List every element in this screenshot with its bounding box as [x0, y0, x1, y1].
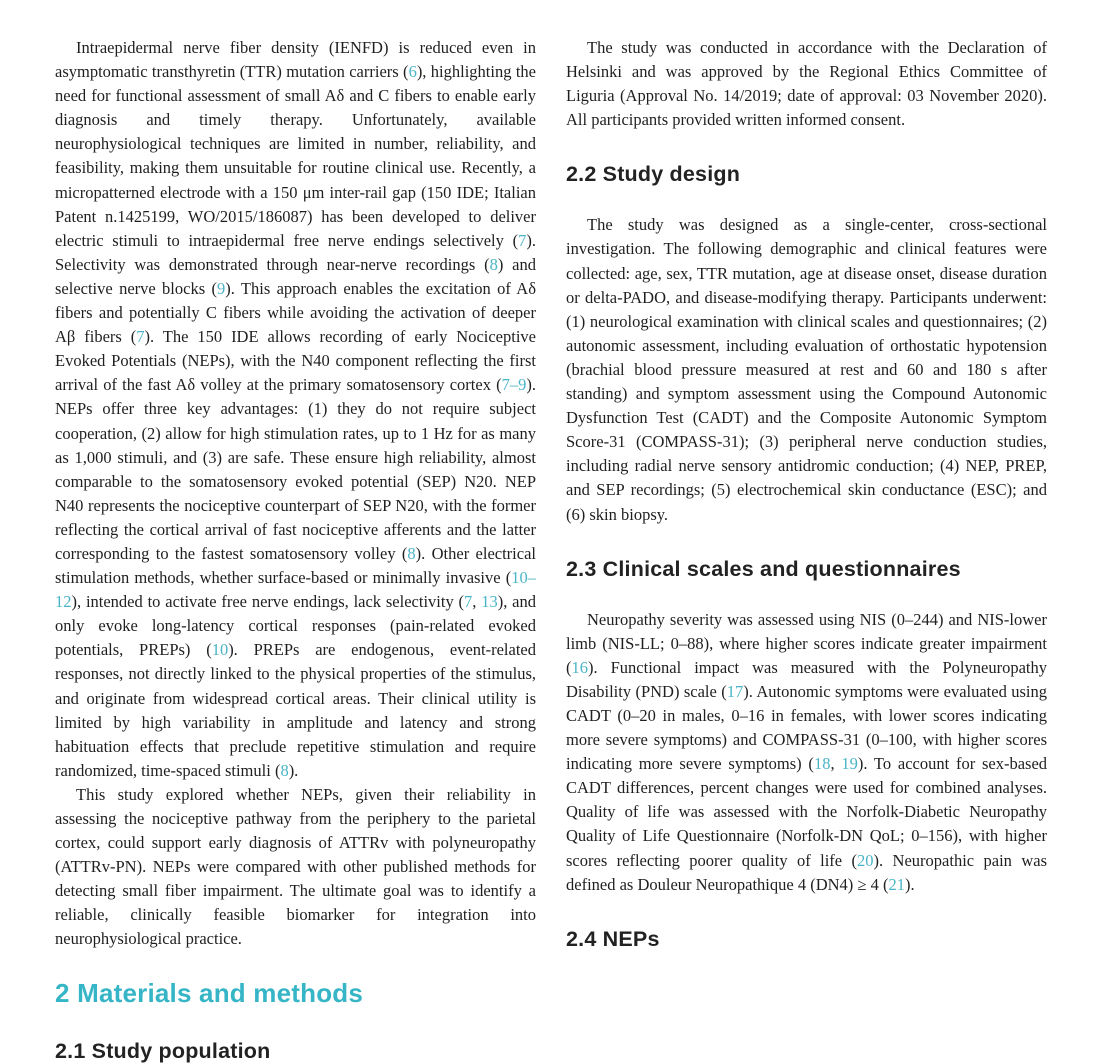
text-run: ). The 150 IDE allows recording of early Nociceptive Evoked Potentials (NEPs), with the N40 component reflecting the first arrival of the fast Aδ volley at the primary somatosensory cortex (: [55, 327, 536, 395]
citation-link[interactable]: 21: [888, 874, 905, 894]
text-run: ,: [472, 592, 482, 612]
citation-link[interactable]: 10: [211, 640, 229, 660]
subsection-heading: 2.1 Study population: [55, 1038, 271, 1063]
text-run: ). This approach enables the excitation of Aδ fibers and potentially C fibers while avoiding the activation of deeper Aβ fibers (: [55, 278, 536, 347]
text-run: ), highlighting the need for functional assessment of small Aδ and C fibers to enable early diagnosis and timely therapy. Unfortunately, available neurophysiological techniques are limited in number, reliability, and feasibility, making them unsuitable for routine clinical use. Recently, a micropatterned electrode with a 150 μm inter-rail gap (150 IDE; Italian Patent n.1425199, WO/2015/186087) has been developed to deliver electric stimuli to intraepidermal free nerve endings selectively (: [55, 62, 536, 250]
citation-link[interactable]: 13: [481, 592, 498, 612]
text-run: Intraepidermal nerve fiber density (IENFD) is reduced even in asymptomatic transthyretin (TTR) mutation carriers (: [55, 38, 536, 82]
text-run: The study was conducted in accordance with the Declaration of Helsinki and was approved by the Regional Ethics Committee of Liguria (Approval No. 14/2019; date of approval: 03 November 2020). All participants provided written informed consent.: [566, 38, 1047, 130]
citation-link[interactable]: 8: [407, 543, 416, 563]
paragraph: [566, 608, 1047, 897]
citation-link[interactable]: 18: [813, 754, 831, 774]
citation-link[interactable]: 16: [571, 657, 588, 677]
text-run: ). Autonomic symptoms were evaluated using CADT (0–20 in males, 0–16 in females, with lower scores indicating more severe symptoms) and COMPASS-31 (0–100, with higher scores indicating more severe symptoms) (: [566, 681, 1047, 774]
citation-link[interactable]: 8: [489, 254, 498, 274]
citation-link[interactable]: 9: [216, 278, 226, 298]
text-run: ). Other electrical stimulation methods, whether surface-based or minimally invasive (: [55, 543, 536, 588]
text-run: This study explored whether NEPs, given their reliability in assessing the nociceptive pathway from the periphery to the parietal cortex, could support early diagnosis of ATTRv with polyneuropathy (ATTRv-PN). NEPs were compared with other published methods for detecting small fiber impairment. The ultimate goal was to identify a reliable, clinically feasible biomarker for integration into neurophysiological practice.: [55, 784, 536, 949]
paragraph: [55, 783, 536, 952]
text-run: ). NEPs offer three key advantages: (1) they do not require subject cooperation, (2) allow for high stimulation rates, up to 1 Hz for as many as 1,000 stimuli, and (3) are safe. These ensure high reliability, almost comparable to the somatosensory evoked potential (SEP) N20. NEP N40 represents the nociceptive counterpart of SEP N20, with the former reflecting the cortical arrival of fast nociceptive afferents and the latter corresponding to the fastest somatosensory volley (: [55, 375, 536, 563]
citation-link[interactable]: 7: [464, 592, 473, 612]
paragraph: [566, 36, 1047, 132]
citation-link[interactable]: 20: [857, 850, 874, 870]
citation-link[interactable]: 10–12: [55, 568, 536, 612]
citation-link[interactable]: 8: [280, 760, 289, 780]
text-run: ), intended to activate free nerve endings, lack selectivity (: [71, 592, 465, 612]
citation-link[interactable]: 7: [136, 327, 145, 347]
citation-link[interactable]: 7: [518, 230, 527, 250]
text-run: ), and only evoke long-latency cortical responses (pain-related evoked potentials, PREPs) (: [55, 592, 536, 660]
right-column: [566, 36, 1047, 1042]
text-run: ). Functional impact was measured with the Polyneuropathy Disability (PND) scale (: [566, 657, 1047, 701]
text-run: ). Selectivity was demonstrated through near-nerve recordings (: [55, 230, 536, 274]
text-run: ).: [288, 760, 299, 780]
text-run: Neuropathy severity was assessed using NIS (0–244) and NIS-lower limb (NIS-LL; 0–88), where higher scores indicate greater impairment (: [566, 609, 1047, 677]
text-run: ).: [904, 874, 915, 894]
subsection-heading: 2.2 Study design: [566, 162, 741, 187]
citation-link[interactable]: 7–9: [501, 375, 527, 395]
text-run: ). Neuropathic pain was defined as Douleur Neuropathique 4 (DN4) ≥ 4 (: [566, 850, 1047, 894]
text-run: ). To account for sex-based CADT differences, percent changes were used for combined analyses. Quality of life was assessed with the Norfolk-Diabetic Neuropathy Quality of Life Questionnaire (Norfolk-DN QoL; 0–156), with higher scores reflecting poorer quality of life (: [566, 754, 1048, 870]
text-run: ,: [830, 754, 842, 774]
citation-link[interactable]: 19: [841, 754, 858, 774]
citation-link[interactable]: 17: [726, 681, 744, 701]
citation-link[interactable]: 6: [408, 62, 417, 82]
left-column: [55, 36, 536, 1063]
subsection-heading: 2.3 Clinical scales and questionnaires: [566, 556, 961, 581]
text-run: ) and selective nerve blocks (: [55, 254, 536, 298]
text-run: ). PREPs are endogenous, event-related responses, not directly linked to the physical properties of the stimulus, and originate from widespread cortical areas. Their clinical utility is limited by high variability in amplitude and latency and strong habituation effects that preclude repetitive stimulation and require randomized, time-spaced stimuli (: [55, 640, 536, 780]
section-heading: 2 Materials and methods: [55, 977, 364, 1008]
text-run: The study was designed as a single-center, cross-sectional investigation. The following demographic and clinical features were collected: age, sex, TTR mutation, age at disease onset, disease duration or delta-PADO, and disease-modifying therapy. Participants underwent: (1) neurological examination with clinical scales and questionnaires; (2) autonomic assessment, including evaluation of orthostatic hypotension (brachial blood pressure measured at rest and 60 and 180 s after standing) and symptom assessment using the Compound Autonomic Dysfunction Test (CADT) and the Composite Autonomic Symptom Score-31 (COMPASS-31); (3) peripheral nerve conduction studies, including radial nerve sensory antidromic conduction; (4) NEP, PREP, and SEP recordings; (5) electrochemical skin conductance (ESC); and (6) skin biopsy.: [566, 215, 1047, 524]
paragraph: [55, 36, 536, 783]
paragraph: [566, 213, 1047, 526]
subsection-heading: 2.4 NEPs: [566, 926, 660, 951]
